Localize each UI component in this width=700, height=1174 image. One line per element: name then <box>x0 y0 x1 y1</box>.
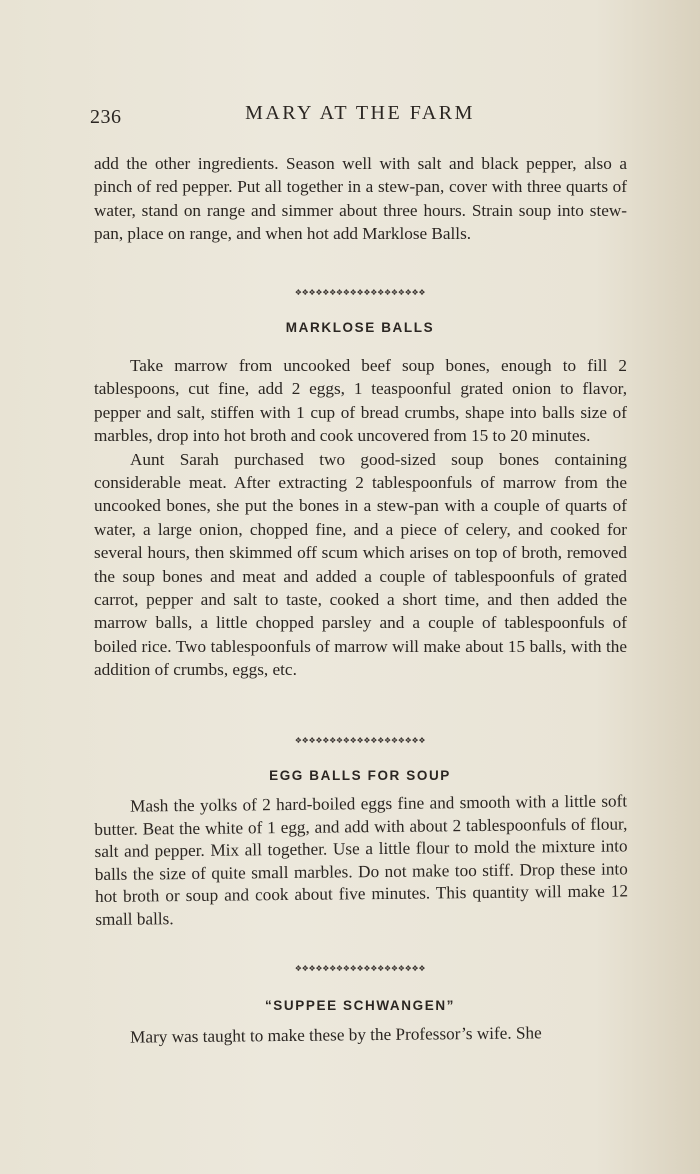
suppee-schwangen-text <box>94 1020 627 1049</box>
running-title: MARY AT THE FARM <box>245 102 475 124</box>
ornament-divider: ❖❖❖❖❖❖❖❖❖❖❖❖❖❖❖❖❖❖❖ <box>294 964 426 973</box>
ornament-divider: ❖❖❖❖❖❖❖❖❖❖❖❖❖❖❖❖❖❖❖ <box>294 288 426 297</box>
marklose-balls-text <box>94 354 627 682</box>
intro-paragraph-block <box>94 152 627 246</box>
ornament-divider: ❖❖❖❖❖❖❖❖❖❖❖❖❖❖❖❖❖❖❖ <box>294 736 426 745</box>
intro-paragraph: add the other ingredients. Season well with salt and black pepper, also a pinch of red pepper. Put all together in a stew-pan, cover with three quarts of water, stand on range and simmer about three hours. Strain soup into stew-pan, place on range, and when hot add Marklose Balls. <box>94 154 627 244</box>
egg-balls-heading: EGG BALLS FOR SOUP <box>269 768 451 783</box>
marklose-paragraph-story: Aunt Sarah purchased two good-sized soup bones containing considerable meat. After extracting 2 tablespoonfuls of marrow from the uncooked bones, she put the bones in a stew-pan with a couple of quarts of water, a large onion, chopped fine, and a piece of celery, and cooked for several hours, then skimmed off scum which arises on top of broth, removed the soup bones and meat and added a couple of tablespoonfuls of grated carrot, pepper and salt to taste, cooked a short time, and then added the marrow balls, a little chopped parsley and a couple of tablespoonfuls of boiled rice. Two tablespoonfuls of marrow will make about 15 balls, with the addition of crumbs, eggs, etc. <box>94 449 627 680</box>
page-number: 236 <box>90 106 122 128</box>
egg-balls-paragraph: Mash the yolks of 2 hard-boiled eggs fine and smooth with a little soft butter. Beat the white of 1 egg, and add with about 2 tablespoonfuls of flour, salt and pepper. Mix all together. Use a little flour to mold the mixture into balls the size of quite small marbles. Do not make too stiff. Drop these into hot broth or soup and cook about five minutes. This quantity will make 12 small balls. <box>94 791 629 929</box>
page-header <box>90 98 630 128</box>
suppee-paragraph: Mary was taught to make these by the Professor’s wife. She <box>130 1023 542 1047</box>
marklose-paragraph-recipe: Take marrow from uncooked beef soup bones, enough to fill 2 tablespoons, cut fine, add 2 eggs, 1 teaspoonful grated onion to flavor, pepper and salt, stiffen with 1 cup of bread crumbs, shape into balls size of marbles, drop into hot broth and cook uncovered from 15 to 20 minutes. <box>94 356 627 446</box>
suppee-schwangen-heading: “SUPPEE SCHWANGEN” <box>264 998 456 1013</box>
marklose-balls-heading: MARKLOSE BALLS <box>285 320 435 335</box>
egg-balls-text <box>94 790 628 931</box>
